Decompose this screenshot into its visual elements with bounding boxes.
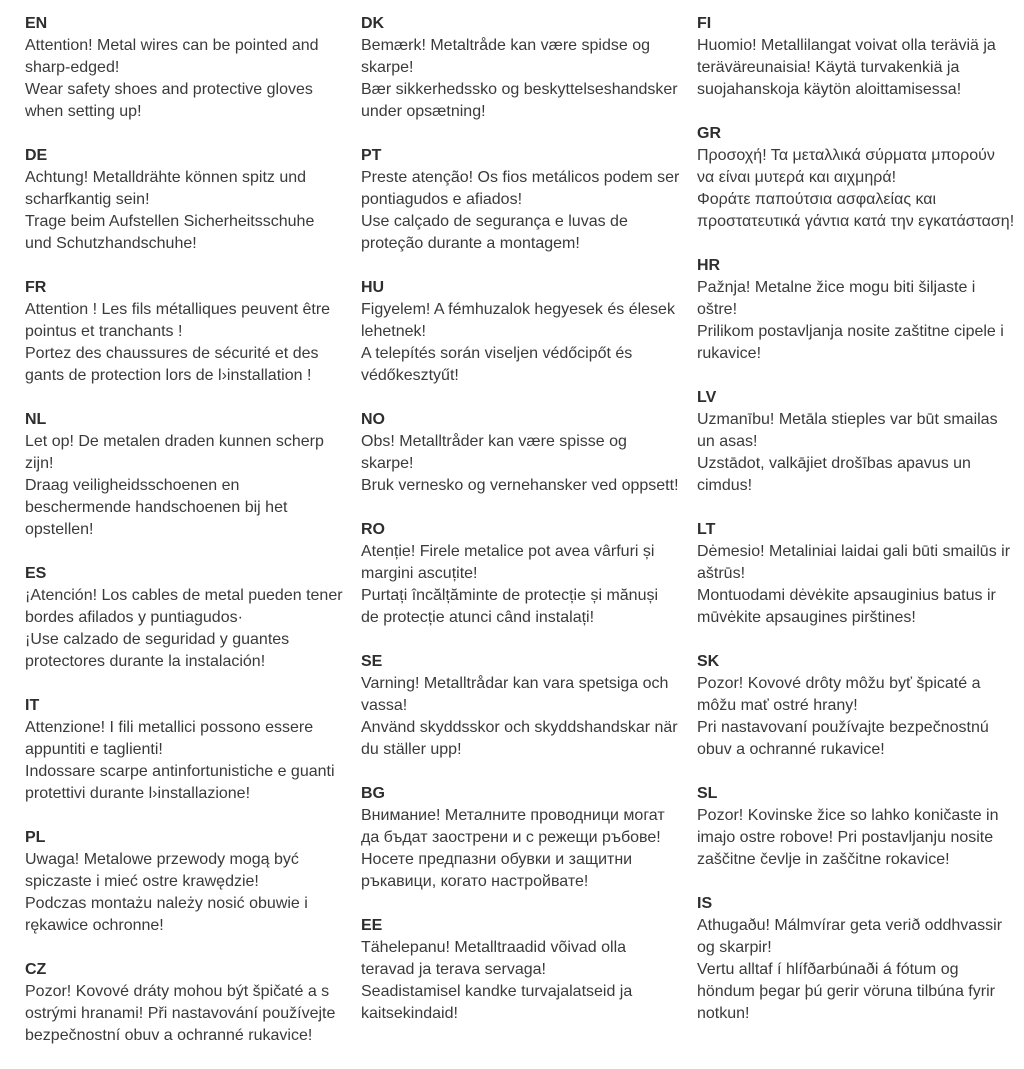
- language-code-heading: LT: [697, 521, 716, 538]
- language-code-heading: RO: [361, 521, 385, 538]
- language-code-heading: PL: [25, 829, 46, 846]
- warning-block-pt: [361, 145, 680, 255]
- warning-block-is: [697, 893, 1016, 1025]
- language-code-heading: BG: [361, 785, 385, 802]
- warning-text: Bruk vernesko og vernehansker ved oppsett!: [361, 477, 679, 494]
- warning-block-sk: [697, 651, 1016, 761]
- warning-text: Uwaga! Metalowe przewody mogą być spiczaste i mieć ostre krawędzie!: [25, 851, 299, 890]
- warning-text: Athugaðu! Málmvírar geta verið oddhvassir og skarpir!: [697, 917, 1003, 956]
- warning-text: Attenzione! I fili metallici possono essere appuntiti e taglienti!: [25, 719, 314, 758]
- warning-text: Trage beim Aufstellen Sicherheitsschuhe und Schutzhandschuhe!: [25, 213, 315, 252]
- language-code-heading: HR: [697, 257, 721, 274]
- warning-block-ee: [361, 915, 680, 1025]
- warning-text: ¡Use calzado de seguridad y guantes protectores durante la instalación!: [25, 631, 290, 670]
- warning-block-de: [25, 145, 344, 255]
- warning-text: Pažnja! Metalne žice mogu biti šiljaste i oštre!: [697, 279, 976, 318]
- language-code-heading: ES: [25, 565, 47, 582]
- warning-text: Tähelepanu! Metalltraadid võivad olla teravad ja terava servaga!: [361, 939, 627, 978]
- warning-text: Bær sikkerhedssko og beskyttelseshandsker under opsætning!: [361, 81, 678, 120]
- warning-block-en: [25, 13, 344, 123]
- language-code-heading: FI: [697, 15, 712, 32]
- language-code-heading: SL: [697, 785, 718, 802]
- column-3: [697, 13, 1016, 1069]
- warning-text: Uzstādot, valkājiet drošības apavus un cimdus!: [697, 455, 971, 494]
- warning-text: Purtați încălțăminte de protecție și mănuși de protecție atunci când instalați!: [361, 587, 659, 626]
- warning-text: Uzmanību! Metāla stieples var būt smailas un asas!: [697, 411, 998, 450]
- warning-block-pl: [25, 827, 344, 937]
- warning-text: Pozor! Kovové drôty môžu byť špicaté a môžu mať ostré hrany!: [697, 675, 981, 714]
- warning-text: Podczas montażu należy nosić obuwie i rękawice ochronne!: [25, 895, 308, 934]
- warning-text: Atenție! Firele metalice pot avea vârfuri și margini ascuțite!: [361, 543, 655, 582]
- warning-text: Pri nastavovaní používajte bezpečnostnú obuv a ochranné rukavice!: [697, 719, 989, 758]
- warning-block-gr: [697, 123, 1016, 233]
- warning-block-it: [25, 695, 344, 805]
- language-code-heading: CZ: [25, 961, 47, 978]
- language-code-heading: IT: [25, 697, 40, 714]
- warning-block-fr: [25, 277, 344, 387]
- language-code-heading: SE: [361, 653, 383, 670]
- columns-container: [25, 13, 1016, 1069]
- warning-text: Let op! De metalen draden kunnen scherp zijn!: [25, 433, 324, 472]
- warning-text: Preste atenção! Os fios metálicos podem ser pontiagudos e afiados!: [361, 169, 680, 208]
- warning-text: Vertu alltaf í hlífðarbúnaði á fótum og höndum þegar þú gerir vöruna tilbúna fyrir notkun!: [697, 961, 995, 1022]
- warning-text: A telepítés során viseljen védőcipőt és védőkesztyűt!: [361, 345, 633, 384]
- warning-text: Attention! Metal wires can be pointed and sharp-edged!: [25, 37, 319, 76]
- warning-block-lt: [697, 519, 1016, 629]
- language-code-heading: EE: [361, 917, 383, 934]
- warning-text: Varning! Metalltrådar kan vara spetsiga och vassa!: [361, 675, 669, 714]
- language-code-heading: LV: [697, 389, 717, 406]
- warning-text: Prilikom postavljanja nosite zaštitne cipele i rukavice!: [697, 323, 1004, 362]
- warning-text: ¡Atención! Los cables de metal pueden tener bordes afilados y puntiagudos·: [25, 587, 343, 626]
- warning-text: Achtung! Metalldrähte können spitz und scharfkantig sein!: [25, 169, 307, 208]
- warning-text: Obs! Metalltråder kan være spisse og skarpe!: [361, 433, 627, 472]
- warning-block-lv: [697, 387, 1016, 497]
- warning-text: Använd skyddsskor och skyddshandskar när du ställer upp!: [361, 719, 678, 758]
- warning-text: Figyelem! A fémhuzalok hegyesek és élesek lehetnek!: [361, 301, 675, 340]
- warning-text: Προσοχή! Τα μεταλλικά σύρματα μπορούν να είναι μυτερά και αιχμηρά!: [697, 147, 995, 186]
- column-2: [361, 13, 680, 1069]
- language-code-heading: GR: [697, 125, 721, 142]
- language-code-heading: HU: [361, 279, 385, 296]
- language-code-heading: FR: [25, 279, 47, 296]
- warning-text: Indossare scarpe antinfortunistiche e guanti protettivi durante l›installazione!: [25, 763, 335, 802]
- language-code-heading: SK: [697, 653, 720, 670]
- warning-block-es: [25, 563, 344, 673]
- warning-text: Draag veiligheidsschoenen en beschermende handschoenen bij het opstellen!: [25, 477, 288, 538]
- warning-block-se: [361, 651, 680, 761]
- language-code-heading: EN: [25, 15, 48, 32]
- language-code-heading: NO: [361, 411, 385, 428]
- warning-block-fi: [697, 13, 1016, 101]
- warning-text: Pozor! Kovové dráty mohou být špičaté a s ostrými hranami! Při nastavování používejte bezpečnostní obuv a ochranné rukavice!: [25, 983, 336, 1044]
- warning-text: Dėmesio! Metaliniai laidai gali būti smailūs ir aštrūs!: [697, 543, 1011, 582]
- warning-block-hu: [361, 277, 680, 387]
- language-code-heading: PT: [361, 147, 382, 164]
- language-code-heading: DE: [25, 147, 48, 164]
- warning-text: Pozor! Kovinske žice so lahko koničaste in imajo ostre robove! Pri postavljanju nosite zaščitne čevlje in zaščitne rokavice!: [697, 807, 999, 868]
- warning-text: Wear safety shoes and protective gloves when setting up!: [25, 81, 313, 120]
- warning-block-sl: [697, 783, 1016, 871]
- language-code-heading: IS: [697, 895, 713, 912]
- warning-text: Attention ! Les fils métalliques peuvent être pointus et tranchants !: [25, 301, 331, 340]
- warning-text: Use calçado de segurança e luvas de proteção durante a montagem!: [361, 213, 628, 252]
- warning-text: Huomio! Metallilangat voivat olla teräviä ja teräväreunaisia! Käytä turvakenkiä ja suojahanskoja käytön aloittamisessa!: [697, 37, 996, 98]
- warning-text: Φοράτε παπούτσια ασφαλείας και προστατευτικά γάντια κατά την εγκατάσταση!: [697, 191, 1015, 230]
- warning-text: Portez des chaussures de sécurité et des gants de protection lors de l›installation !: [25, 345, 319, 384]
- warning-block-no: [361, 409, 680, 497]
- warning-block-dk: [361, 13, 680, 123]
- warning-text: Внимание! Металните проводници могат да бъдат заострени и с режещи ръбове!: [361, 807, 665, 846]
- column-1: [25, 13, 344, 1069]
- warning-block-nl: [25, 409, 344, 541]
- warning-block-bg: [361, 783, 680, 893]
- warning-text: Seadistamisel kandke turvajalatseid ja kaitsekindaid!: [361, 983, 633, 1022]
- language-code-heading: DK: [361, 15, 385, 32]
- warning-block-ro: [361, 519, 680, 629]
- warning-block-cz: [25, 959, 344, 1047]
- warning-text: Montuodami dėvėkite apsauginius batus ir mūvėkite apsaugines pirštines!: [697, 587, 996, 626]
- warning-text: Bemærk! Metaltråde kan være spidse og skarpe!: [361, 37, 651, 76]
- language-code-heading: NL: [25, 411, 47, 428]
- warning-text: Носете предпазни обувки и защитни ръкавици, когато настройвате!: [361, 851, 633, 890]
- warning-block-hr: [697, 255, 1016, 365]
